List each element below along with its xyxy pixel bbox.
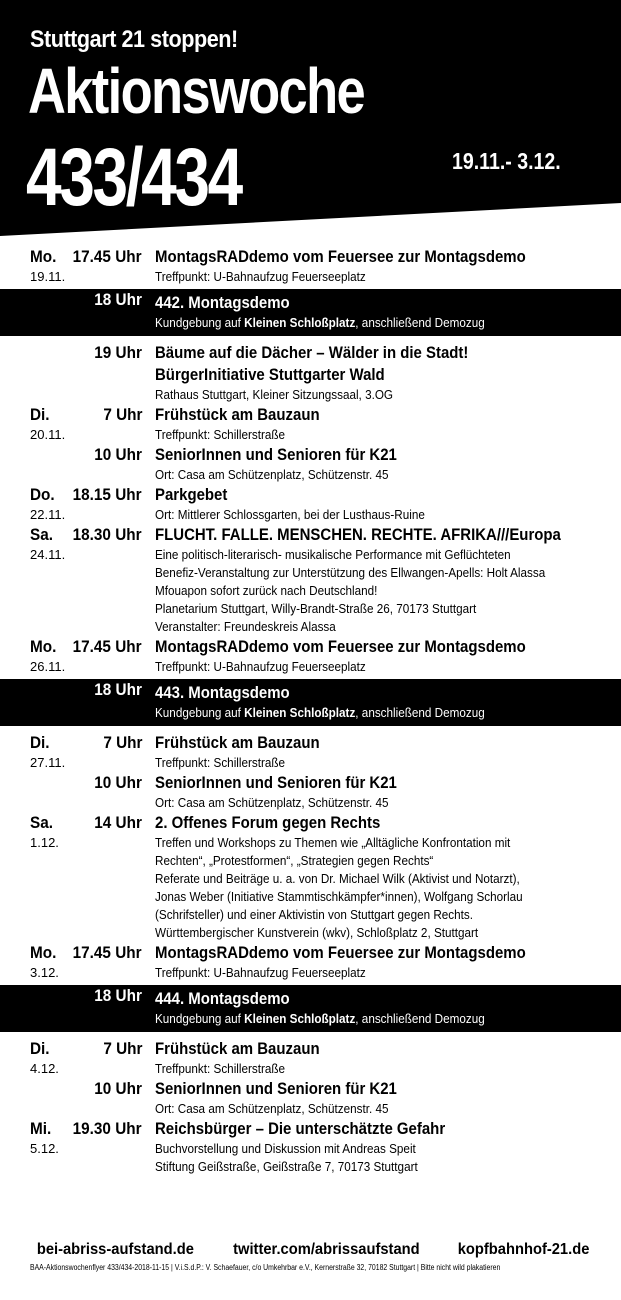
footer-links [30, 1240, 595, 1260]
event-highlight-row [0, 679, 621, 726]
event-description-post: , anschließend Demozug [355, 1011, 485, 1026]
event-description-line: Treffpunkt: U-Bahnaufzug Feuerseeplatz [155, 269, 366, 284]
event-details [155, 342, 615, 404]
event-title: MontagsRADdemo vom Feuersee zur Montagsdemo [155, 943, 526, 962]
event-title: 2. Offenes Forum gegen Rechts [155, 813, 381, 832]
event-description-line: Eine politisch-literarisch- musikalische Performance mit Geflüchteten [155, 547, 511, 562]
event-description-line: Veranstalter: Freundeskreis Alassa [155, 619, 336, 634]
event-time: 17.45 Uhr [73, 247, 142, 266]
event-row [0, 1078, 621, 1118]
event-time: 14 Uhr [94, 813, 142, 832]
event-title: 442. Montagsdemo [155, 293, 290, 312]
event-date: 27.11. [30, 755, 66, 770]
event-date: 26.11. [30, 659, 66, 674]
event-time: 7 Uhr [102, 733, 142, 752]
event-row [0, 484, 621, 524]
header-dates: 19.11.- 3.12. [452, 148, 561, 174]
event-description-line: Stiftung Geißstraße, Geißstraße 7, 70173 Stuttgart [155, 1159, 418, 1174]
event-time: 19 Uhr [94, 343, 142, 362]
event-date: 19.11. [30, 269, 66, 284]
event-time: 19.30 Uhr [73, 1119, 142, 1138]
event-description-line: Ort: Casa am Schützenplatz, Schützenstr. 45 [155, 795, 389, 810]
event-date: 5.12. [30, 1141, 59, 1156]
event-details [155, 812, 615, 942]
event-title: Frühstück am Bauzaun [155, 405, 320, 424]
event-details [155, 524, 615, 636]
event-time: 17.45 Uhr [73, 943, 142, 962]
event-details [155, 444, 615, 484]
event-description-line: Ort: Casa am Schützenplatz, Schützenstr. 45 [155, 467, 389, 482]
event-title: Reichsbürger – Die unterschätzte Gefahr [155, 1119, 446, 1138]
event-description-line: Rathaus Stuttgart, Kleiner Sitzungssaal, 3.OG [155, 387, 394, 402]
event-title: 444. Montagsdemo [155, 989, 290, 1008]
event-details [155, 636, 615, 676]
event-time: 10 Uhr [94, 445, 142, 464]
event-details [155, 246, 615, 286]
event-highlight-row [0, 985, 621, 1032]
event-title: SeniorInnen und Senioren für K21 [155, 1079, 397, 1098]
event-title: Parkgebet [155, 485, 228, 504]
event-day: Do. [30, 485, 55, 504]
event-day: Mi. [30, 1119, 52, 1138]
event-description-line: Treffpunkt: U-Bahnaufzug Feuerseeplatz [155, 965, 366, 980]
event-row [0, 636, 621, 676]
event-row [0, 1038, 621, 1078]
header [0, 0, 621, 240]
event-description-line: Treffpunkt: Schillerstraße [155, 1061, 286, 1076]
header-number: 433/434 [26, 132, 241, 223]
event-day: Di. [30, 1039, 50, 1058]
event-description-line: Treffpunkt: Schillerstraße [155, 755, 286, 770]
event-time: 18 Uhr [94, 986, 142, 1005]
event-details [155, 292, 615, 332]
event-time: 18 Uhr [94, 680, 142, 699]
event-day: Mo. [30, 943, 57, 962]
event-title: Frühstück am Bauzaun [155, 733, 320, 752]
event-description-line: Planetarium Stuttgart, Willy-Brandt-Straße 26, 70173 Stuttgart [155, 601, 477, 616]
event-description-pre: Kundgebung auf [155, 315, 245, 330]
event-row [0, 1118, 621, 1176]
event-day: Sa. [30, 525, 53, 544]
event-details [155, 484, 615, 524]
event-description [155, 704, 569, 722]
event-description [155, 314, 569, 332]
event-date: 24.11. [30, 547, 66, 562]
event-title: MontagsRADdemo vom Feuersee zur Montagsdemo [155, 247, 526, 266]
event-description-line: Treffen und Workshops zu Themen wie „Alltägliche Konfrontation mit [155, 835, 511, 850]
event-time: 10 Uhr [94, 773, 142, 792]
event-description-line: Ort: Mittlerer Schlossgarten, bei der Lusthaus-Ruine [155, 507, 425, 522]
event-highlight-row [0, 289, 621, 336]
event-day: Mo. [30, 637, 57, 656]
event-description-line: Jonas Weber (Initiative Stammtischkämpfer*innen), Wolfgang Schorlau [155, 889, 523, 904]
event-title: Frühstück am Bauzaun [155, 1039, 320, 1058]
event-details [155, 1118, 615, 1176]
event-row [0, 444, 621, 484]
event-day: Sa. [30, 813, 53, 832]
event-description-place: Kleinen Schloßplatz [244, 1011, 356, 1026]
event-date: 3.12. [30, 965, 59, 980]
event-time: 7 Uhr [102, 1039, 142, 1058]
event-description-pre: Kundgebung auf [155, 705, 245, 720]
event-row [0, 732, 621, 772]
event-row [0, 342, 621, 404]
event-description-line: Treffpunkt: U-Bahnaufzug Feuerseeplatz [155, 659, 366, 674]
event-date: 20.11. [30, 427, 66, 442]
event-details [155, 732, 615, 772]
event-description-line: Treffpunkt: Schillerstraße [155, 427, 286, 442]
event-description [155, 1010, 569, 1028]
event-details [155, 404, 615, 444]
event-description-post: , anschließend Demozug [355, 315, 485, 330]
event-details [155, 942, 615, 982]
link-bei-abriss-aufstand[interactable]: bei-abriss-aufstand.de [36, 1241, 194, 1258]
event-details [155, 988, 615, 1028]
event-title: SeniorInnen und Senioren für K21 [155, 445, 397, 464]
event-time: 10 Uhr [94, 1079, 142, 1098]
event-title: Bäume auf die Dächer – Wälder in die Stadt! [155, 343, 469, 362]
event-date: 1.12. [30, 835, 59, 850]
event-row [0, 812, 621, 942]
event-description-line: Württembergischer Kunstverein (wkv), Schloßplatz 2, Stuttgart [155, 925, 479, 940]
header-title: Aktionswoche [28, 55, 365, 127]
imprint: BAA-Aktionswochenflyer 433/434-2018-11-15 | V.i.S.d.P.: V. Schaefauer, c/o Umkehrbar e.V., Kernerstraße 32, 70182 Stuttgart | Bitte nicht wild plakatieren [30, 1263, 501, 1272]
event-title: 443. Montagsdemo [155, 683, 290, 702]
event-time: 18 Uhr [94, 290, 142, 309]
event-day: Di. [30, 405, 50, 424]
event-description-line: (Schrifsteller) und einer Aktivistin von Stuttgart gegen Rechts. [155, 907, 474, 922]
event-title: SeniorInnen und Senioren für K21 [155, 773, 397, 792]
event-description-place: Kleinen Schloßplatz [244, 315, 356, 330]
link-twitter[interactable]: twitter.com/abrissaufstand [233, 1241, 420, 1258]
event-details [155, 1038, 615, 1078]
event-description-line: Mfouapon sofort zurück nach Deutschland! [155, 583, 378, 598]
event-day: Mo. [30, 247, 57, 266]
event-date: 4.12. [30, 1061, 59, 1076]
event-row [0, 772, 621, 812]
event-row [0, 942, 621, 982]
footer [30, 1240, 595, 1274]
event-row [0, 246, 621, 286]
event-row [0, 524, 621, 636]
event-description-line: Buchvorstellung und Diskussion mit Andreas Speit [155, 1141, 416, 1156]
event-time: 7 Uhr [102, 405, 142, 424]
event-list [0, 246, 621, 1176]
event-time: 18.15 Uhr [73, 485, 142, 504]
event-subtitle: BürgerInitiative Stuttgarter Wald [155, 365, 385, 384]
event-day: Di. [30, 733, 50, 752]
event-details [155, 772, 615, 812]
event-title: FLUCHT. FALLE. MENSCHEN. RECHTE. AFRIKA///Europa [155, 525, 561, 544]
event-time: 18.30 Uhr [73, 525, 142, 544]
event-description-line: Ort: Casa am Schützenplatz, Schützenstr. 45 [155, 1101, 389, 1116]
event-description-post: , anschließend Demozug [355, 705, 485, 720]
event-date: 22.11. [30, 507, 66, 522]
event-details [155, 682, 615, 722]
event-description-pre: Kundgebung auf [155, 1011, 245, 1026]
event-description-place: Kleinen Schloßplatz [244, 705, 356, 720]
event-title: MontagsRADdemo vom Feuersee zur Montagsdemo [155, 637, 526, 656]
event-row [0, 404, 621, 444]
event-description-line: Referate und Beiträge u. a. von Dr. Michael Wilk (Aktivist und Notarzt), [155, 871, 520, 886]
link-kopfbahnhof-21[interactable]: kopfbahnhof-21.de [457, 1241, 590, 1258]
event-description-line: Benefiz-Veranstaltung zur Unterstützung des Ellwangen-Apells: Holt Alassa [155, 565, 546, 580]
header-supertitle: Stuttgart 21 stoppen! [30, 26, 238, 53]
event-time: 17.45 Uhr [73, 637, 142, 656]
event-description-line: Rechten“, „Protestformen“, „Strategien gegen Rechts“ [155, 853, 434, 868]
event-details [155, 1078, 615, 1118]
